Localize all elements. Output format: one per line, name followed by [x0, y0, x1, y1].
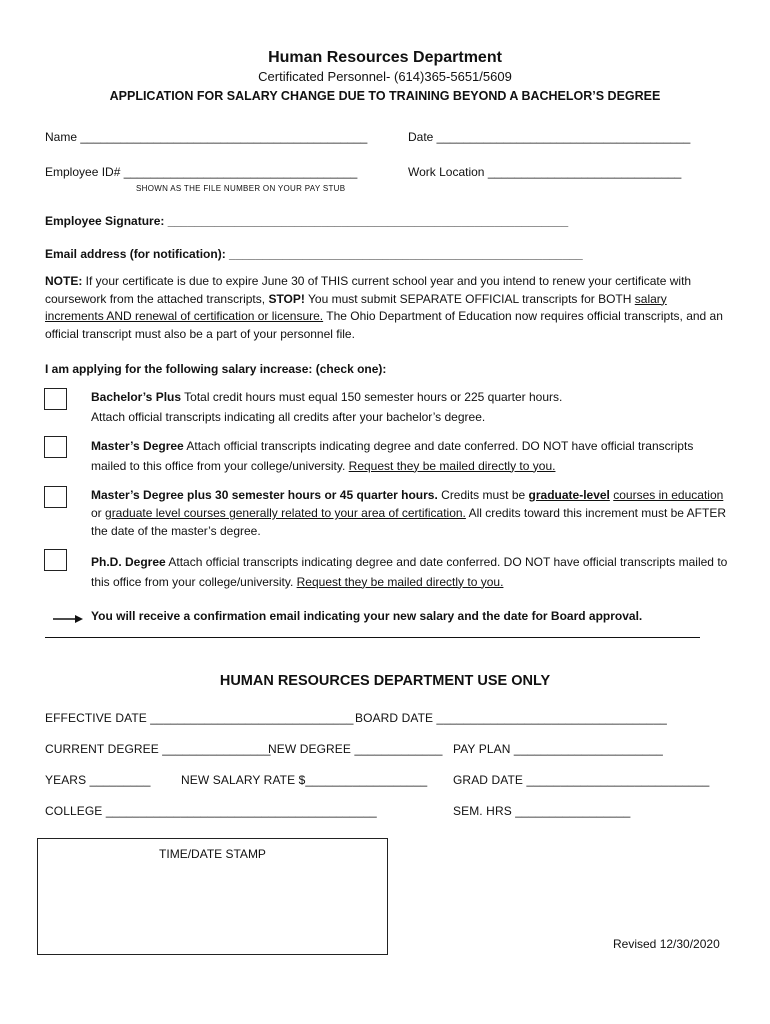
section-divider	[45, 637, 700, 638]
option-text: Credits must be	[437, 488, 529, 502]
college-field[interactable]: COLLEGE ________________________________________	[45, 804, 377, 818]
employee-signature-field[interactable]: Employee Signature: ____________________________________________________________	[45, 214, 569, 228]
name-field[interactable]: Name ___________________________________________	[45, 130, 368, 144]
option-text-b: Attach official transcripts indicating all credits after your bachelor’s degree.	[91, 409, 486, 424]
department-contact: Certificated Personnel- (614)365-5651/5609	[258, 69, 512, 84]
option-text: Attach official transcripts indicating degree and date conferred. DO NOT have official transcripts mailed to this office from your college/university.	[91, 439, 694, 473]
masters-degree-checkbox[interactable]	[44, 436, 67, 458]
option-title: Master’s Degree	[91, 439, 184, 453]
option-underlined: Request they be mailed directly to you.	[348, 458, 556, 473]
right-arrow-icon	[53, 614, 83, 624]
option-title: Master’s Degree plus 30 semester hours or 45 quarter hours.	[91, 488, 438, 502]
years-field[interactable]: YEARS _________	[45, 773, 151, 787]
applying-label: I am applying for the following salary increase: (check one):	[45, 362, 387, 376]
option-bold-underlined: graduate-level	[528, 488, 610, 502]
revised-date: Revised 12/30/2020	[613, 937, 720, 951]
note-text-1: If your certificate is due to expire June 30 of THIS current school year and you intend to renew your certificate with coursework from the attached transcripts,	[45, 274, 692, 306]
option-text: Attach official transcripts indicating degree and date conferred. DO NOT have official transcripts mailed to this office from your college/university.	[91, 555, 728, 589]
option-text: Total credit hours must equal 150 semester hours or 225 quarter hours.	[181, 390, 563, 404]
option-title: Bachelor’s Plus	[91, 390, 182, 404]
form-title: APPLICATION FOR SALARY CHANGE DUE TO TRAINING BEYOND A BACHELOR’S DEGREE	[109, 89, 661, 103]
pay-plan-field[interactable]: PAY PLAN ______________________	[453, 742, 663, 756]
current-degree-field[interactable]: CURRENT DEGREE ________________	[45, 742, 271, 756]
note-paragraph	[45, 273, 725, 343]
date-field[interactable]: Date ______________________________________	[408, 130, 691, 144]
note-underlined: salary increments AND renewal of certification or licensure.	[45, 291, 667, 323]
new-degree-field[interactable]: NEW DEGREE _____________	[268, 742, 443, 756]
option-text-3: or	[91, 506, 106, 520]
option-text-4: All credits toward this increment must be AFTER the date of the master’s degree.	[91, 506, 726, 538]
grad-date-field[interactable]: GRAD DATE ___________________________	[453, 773, 710, 787]
work-location-field[interactable]: Work Location _____________________________	[408, 165, 682, 179]
sem-hrs-field[interactable]: SEM. HRS _________________	[453, 804, 631, 818]
note-text-3: The Ohio Department of Education now requires official transcripts, and an official transcript must also be a part of your personnel file.	[45, 309, 723, 341]
employee-id-note: SHOWN AS THE FILE NUMBER ON YOUR PAY STUB	[136, 184, 346, 193]
stamp-label: TIME/DATE STAMP	[159, 847, 266, 861]
department-title: Human Resources Department	[268, 49, 502, 66]
employee-id-field[interactable]: Employee ID# ___________________________________	[45, 165, 358, 179]
option-phd-degree	[91, 553, 731, 592]
hr-section-title: HUMAN RESOURCES DEPARTMENT USE ONLY	[219, 673, 551, 689]
masters-plus-30-checkbox[interactable]	[44, 486, 67, 508]
new-salary-rate-field[interactable]: NEW SALARY RATE $__________________	[181, 773, 428, 787]
time-date-stamp-box	[37, 838, 388, 955]
option-bachelors-plus	[91, 388, 731, 427]
confirmation-text: You will receive a confirmation email indicating your new salary and the date for Board approval.	[91, 609, 643, 623]
option-masters-degree	[91, 437, 731, 476]
note-text-2: You must submit SEPARATE OFFICIAL transcripts for BOTH	[304, 291, 635, 306]
email-field[interactable]: Email address (for notification): _____________________________________________________	[45, 247, 583, 261]
effective-date-field[interactable]: EFFECTIVE DATE ______________________________	[45, 711, 354, 725]
option-title: Ph.D. Degree	[91, 555, 166, 569]
note-stop: STOP!	[268, 291, 305, 306]
option-underlined-2: graduate level courses generally related to your area of certification.	[105, 506, 466, 520]
board-date-field[interactable]: BOARD DATE __________________________________	[355, 711, 667, 725]
bachelors-plus-checkbox[interactable]	[44, 388, 67, 410]
option-masters-plus-30	[91, 486, 731, 540]
phd-degree-checkbox[interactable]	[44, 549, 67, 571]
note-label: NOTE:	[45, 274, 83, 288]
option-underlined: Request they be mailed directly to you.	[296, 574, 504, 589]
option-underlined-1: courses in education	[613, 488, 724, 502]
